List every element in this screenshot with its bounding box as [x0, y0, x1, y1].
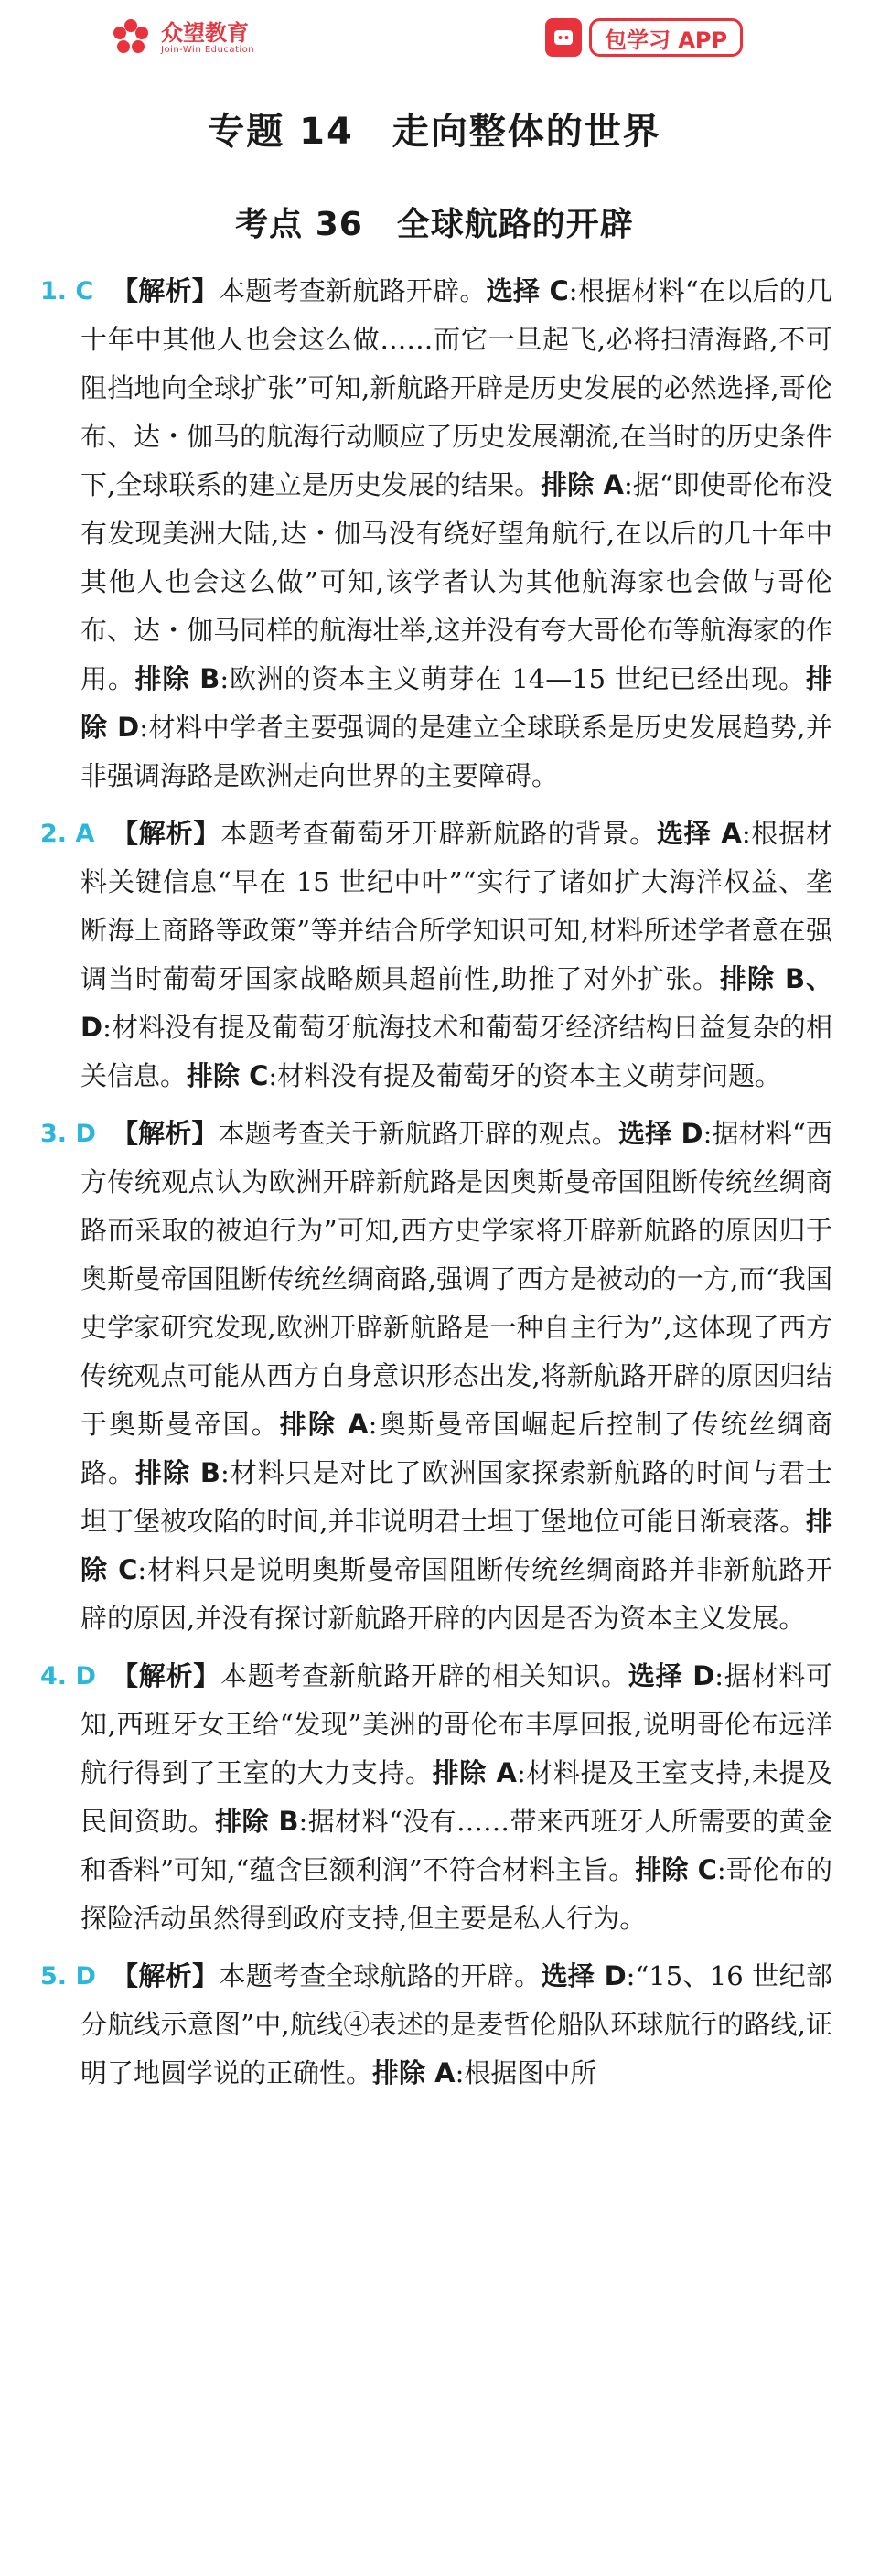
analysis-text: :材料没有提及葡萄牙的资本主义萌芽问题。 — [268, 1060, 782, 1091]
answer-item — [40, 1952, 832, 2098]
option-label: 排除 A — [541, 469, 624, 500]
brand-flower-icon — [110, 16, 152, 59]
analysis-text: 本题考查关于新航路开辟的观点。 — [218, 1118, 618, 1149]
answer-item — [40, 267, 833, 800]
item-answer: A — [75, 820, 95, 848]
item-answer: D — [75, 1120, 96, 1148]
option-label: 排除 C — [635, 1854, 717, 1885]
analysis-text: :材料没有提及葡萄牙航海技术和葡萄牙经济结构日益复杂的相关信息。 — [80, 1012, 832, 1091]
analysis-text: :材料只是说明奥斯曼帝国阻断传统丝绸商路并非新航路开辟的原因,并没有探讨新航路开辟的内因是否为资本主义发展。 — [80, 1554, 832, 1634]
option-label: 排除 A — [432, 1757, 517, 1788]
item-body — [80, 1660, 832, 1934]
item-number — [40, 1110, 96, 1158]
brand-text — [161, 21, 254, 55]
analysis-text: 本题考查全球航路的开辟。 — [219, 1960, 542, 1991]
item-index: 5. — [40, 1962, 76, 1991]
item-answer: D — [75, 1662, 96, 1690]
analysis-tag: 【解析】 — [112, 1960, 220, 1991]
analysis-text: 本题考查新航路开辟的相关知识。 — [220, 1660, 628, 1691]
page-header — [0, 0, 869, 82]
item-body — [80, 1960, 832, 2088]
analysis-text: :奥斯曼帝国崛起后控制了传统丝绸商路。 — [80, 1409, 832, 1488]
analysis-text: :据材料“没有……带来西班牙人所需要的黄金和香料”可知,“蕴含巨额利润”不符合材料主旨。 — [80, 1806, 832, 1885]
option-label: 排除 C — [80, 1506, 832, 1585]
option-label: 排除 A — [279, 1409, 369, 1440]
analysis-text: 本题考查葡萄牙开辟新航路的背景。 — [220, 818, 657, 849]
option-label: 排除 B — [134, 663, 220, 694]
analysis-text: :材料只是对比了欧洲国家探索新航路的时间与君士坦丁堡被攻陷的时间,并非说明君士坦丁堡地位可能日渐衰落。 — [80, 1457, 832, 1537]
option-label: 选择 C — [486, 275, 569, 306]
answer-item — [40, 810, 832, 1100]
answer-list — [0, 267, 869, 2098]
section-title: 考点 36 全球航路的开辟 — [235, 206, 634, 243]
item-index: 1. — [40, 277, 76, 306]
app-badge — [545, 18, 743, 57]
option-label: 选择 A — [656, 818, 742, 849]
analysis-tag: 【解析】 — [112, 275, 220, 306]
app-label: 包学习 APP — [589, 18, 743, 57]
analysis-text: :据“即使哥伦布没有发现美洲大陆,达・伽马没有绕好望角航行,在以后的几十年中其他人也会这么做”可知,该学者认为其他航海家也会做与哥伦布、达・伽马同样的航海壮举,这并没有夸大哥伦布等航海家的作用。 — [80, 469, 832, 694]
answer-item — [40, 1652, 832, 1943]
item-number — [40, 810, 94, 858]
option-label: 选择 D — [628, 1660, 715, 1691]
analysis-text: 本题考查新航路开辟。 — [219, 275, 487, 306]
analysis-text: :材料中学者主要强调的是建立全球联系是历史发展趋势,并非强调海路是欧洲走向世界的主要障碍。 — [80, 712, 832, 791]
analysis-text: :材料提及王室支持,未提及民间资助。 — [80, 1757, 832, 1837]
analysis-text: :“15、16 世纪部分航线示意图”中,航线④表述的是麦哲伦船队环球航行的路线,证明了地圆学说的正确性。 — [80, 1960, 832, 2088]
analysis-text: :欧洲的资本主义萌芽在 14—15 世纪已经出现。 — [220, 663, 806, 694]
option-label: 排除 B、D — [80, 963, 832, 1043]
brand-sub: Join-Win Education — [161, 44, 255, 55]
analysis-text: :哥伦布的探险活动虽然得到政府支持,但主要是私人行为。 — [80, 1854, 832, 1934]
analysis-tag: 【解析】 — [112, 1118, 219, 1149]
brand-logo — [110, 16, 254, 59]
option-label: 排除 B — [134, 1457, 221, 1488]
option-label: 排除 D — [80, 663, 833, 743]
item-index: 3. — [40, 1120, 76, 1148]
analysis-text: :根据图中所 — [455, 2057, 597, 2088]
item-index: 2. — [40, 820, 76, 848]
item-body — [80, 818, 832, 1091]
item-number — [40, 267, 93, 316]
option-label: 排除 C — [187, 1060, 269, 1091]
analysis-text: :根据材料“在以后的几十年中其他人也会这么做……而它一旦起飞,必将扫清海路,不可阻挡地向全球扩张”可知,新航路开辟是历史发展的必然选择,哥伦布、达・伽马的航海行动顺应了历史发展潮流,在当时的历史条件下,全球联系的建立是历史发展的结果。 — [80, 275, 832, 500]
option-label: 排除 A — [372, 2057, 456, 2088]
item-answer: D — [75, 1962, 96, 1991]
app-icon — [545, 18, 582, 57]
brand-name: 众望教育 — [161, 19, 249, 46]
answer-item — [40, 1110, 832, 1643]
analysis-text: :据材料“西方传统观点认为欧洲开辟新航路是因奥斯曼帝国阻断传统丝绸商路而采取的被迫行为”可知,西方史学家将开辟新航路的原因归于奥斯曼帝国阻断传统丝绸商路,强调了西方是被动的一方,而“我国史学家研究发现,欧洲开辟新航路是一种自主行为”,这体现了西方传统观点可能从西方自身意识形态出发,将新航路开辟的原因归结于奥斯曼帝国。 — [80, 1118, 832, 1440]
item-body — [80, 1118, 832, 1634]
item-number — [40, 1952, 96, 2001]
item-body — [80, 275, 832, 791]
option-label: 选择 D — [541, 1960, 627, 1991]
page-title: 专题 14 走向整体的世界 — [208, 111, 661, 153]
item-answer: C — [75, 277, 94, 306]
analysis-text: :根据材料关键信息“早在 15 世纪中叶”“实行了诸如扩大海洋权益、垄断海上商路等政策”等并结合所学知识可知,材料所述学者意在强调当时葡萄牙国家战略颇具超前性,助推了对外扩张。 — [80, 818, 832, 994]
analysis-tag: 【解析】 — [112, 1660, 220, 1691]
option-label: 排除 B — [215, 1806, 299, 1837]
item-number — [40, 1652, 96, 1701]
option-label: 选择 D — [617, 1118, 703, 1149]
analysis-tag: 【解析】 — [112, 818, 221, 849]
analysis-text: :据材料可知,西班牙女王给“发现”美洲的哥伦布丰厚回报,说明哥伦布远洋航行得到了王室的大力支持。 — [80, 1660, 832, 1788]
item-index: 4. — [40, 1662, 76, 1690]
